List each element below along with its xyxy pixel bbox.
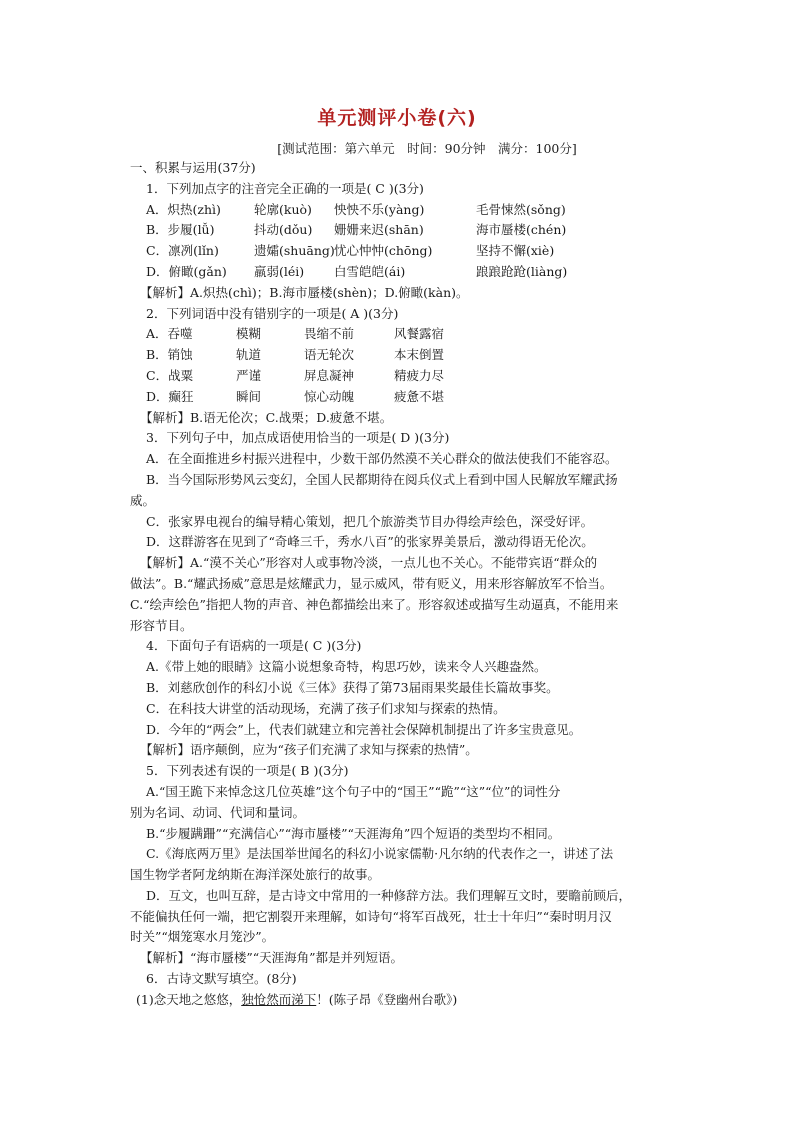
question-1-stem: 1．下列加点字的注音完全正确的一项是( C )(3分) [146,180,424,196]
option-text: C．战粟 [146,367,194,383]
question-3-option-b: B．当今国际形势风云变幻，全国人民都期待在阅兵仪式上看到中国人民解放军耀武扬 [146,471,618,487]
question-2-stem: 2．下列词语中没有错别字的一项是( A )(3分) [146,305,399,321]
option-text: 畏缩不前 [304,326,355,342]
item-text: (1)念天地之悠悠， [136,991,242,1007]
question-6-item-1 [136,990,666,1011]
question-3-analysis: 【解析】A.“漠不关心”形容对人或事物冷淡，一点儿也不关心。不能带宾语“群众的 [140,555,598,571]
question-5-stem: 5．下列表述有误的一项是( B )(3分) [146,763,349,779]
answer-text: 独怆然而涕下 [241,991,317,1007]
question-4-option-b: B．刘慈欣创作的科幻小说《三体》获得了第73届雨果奖最佳长篇故事奖。 [146,679,559,695]
option-text: 怏怏不乐(yàng) [334,201,425,217]
option-text: 毛骨悚然(sǒng) [476,201,566,217]
question-5-option-d: D．互文，也叫互辞，是古诗文中常用的一种修辞方法。我们理解互文时，要瞻前顾后， [146,887,632,903]
question-3-option-b-cont: 威。 [130,492,156,508]
question-1-option-c [146,241,666,262]
option-text: 忧心忡忡(chōng) [334,243,433,259]
option-text: 海市蜃楼(chén) [476,222,567,238]
question-5-option-d-cont: 不能偏执任何一端，把它割裂开来理解，如诗句“将军百战死，壮士十年归”“秦时明月汉 [130,908,612,924]
question-4-option-a: A.《带上她的眼睛》这篇小说想象奇特，构思巧妙，读来令人兴趣盎然。 [146,659,547,675]
option-text: 姗姗来迟(shān) [334,222,424,238]
question-1-option-a [146,200,666,221]
question-2-option-c [146,366,666,387]
option-text: 抖动(dǒu) [254,222,313,238]
option-text: 羸弱(léi) [254,263,305,279]
option-text: D．俯瞰(gǎn) [146,263,227,279]
question-5-option-b: B.“步履蹒跚”“充满信心”“海市蜃楼”“天涯海角”四个短语的类型均不相同。 [146,825,561,841]
question-3-option-d: D．这群游客在见到了“奇峰三千，秀水八百”的张家界美景后，激动得语无伦次。 [146,534,594,550]
question-1-option-d [146,262,666,283]
question-2-option-d [146,387,666,408]
section-heading: 一、积累与运用(37分) [130,160,256,175]
question-4-stem: 4．下面句子有语病的一项是( C )(3分) [146,638,362,654]
option-text: 屏息凝神 [304,367,355,383]
option-text: 轨道 [236,347,262,363]
item-text: ！(陈子昂《登幽州台歌》) [316,991,458,1007]
question-5-analysis: 【解析】“海市蜃楼”“天涯海角”都是并列短语。 [140,950,404,966]
question-2-option-a [146,324,666,345]
option-text: 本末倒置 [394,347,445,363]
question-2-analysis: 【解析】B.语无伦次；C.战栗；D.疲惫不堪。 [140,409,393,425]
option-text: 踉踉跄跄(liàng) [476,263,568,279]
option-text: D．癫狂 [146,388,194,404]
question-4-analysis: 【解析】语序颠倒，应为“孩子们充满了求知与探索的热情”。 [140,742,478,758]
question-4-option-c: C．在科技大讲堂的活动现场，充满了孩子们求知与探索的热情。 [146,700,506,716]
option-text: B．步履(lǚ) [146,222,215,238]
question-5-option-c-cont: 国生物学者阿龙纳斯在海洋深处旅行的故事。 [130,867,381,883]
question-3-stem: 3．下列句子中，加点成语使用恰当的一项是( D )(3分) [146,430,450,446]
option-text: A．炽热(zhì) [146,201,221,217]
option-text: C．凛冽(lǐn) [146,243,219,259]
question-5-option-a-cont: 别为名词、动词、代词和量词。 [130,804,306,820]
question-3-analysis-cont: 做法”。B.“耀武扬威”意思是炫耀武力，显示威风，带有贬义，用来形容解放军不恰当。 [130,575,613,591]
question-1-option-b [146,220,666,241]
question-1-analysis: 【解析】A.炽热(chì)；B.海市蜃楼(shèn)；D.俯瞰(kàn)。 [140,284,469,300]
question-2-option-b [146,345,666,366]
question-6-stem: 6．古诗文默写填空。(8分) [146,971,297,987]
option-text: 语无轮次 [304,347,355,363]
option-text: 白雪皑皑(ái) [334,263,406,279]
option-text: B．销蚀 [146,347,193,363]
question-3-analysis-cont: 形容节目。 [130,617,193,633]
question-5-option-a: A.“国王跪下来悼念这几位英雄”这个句子中的“国王”“跪”“这”“位”的词性分 [146,783,561,799]
test-meta: [测试范围：第六单元 时间：90分钟 满分：100分] [277,141,577,156]
page-title: 单元测评小卷(六) [317,107,477,129]
option-text: 瞬间 [236,388,262,404]
option-text: 疲惫不堪 [394,388,445,404]
option-text: 坚持不懈(xiè) [476,243,555,259]
option-text: 严谨 [236,367,262,383]
question-5-option-d-cont: 时关”“烟笼寒水月笼沙”。 [130,929,275,945]
question-5-option-c: C.《海底两万里》是法国举世闻名的科幻小说家儒勒·凡尔纳的代表作之一，讲述了法 [146,846,614,862]
option-text: 精疲力尽 [394,367,445,383]
question-3-option-c: C．张家界电视台的编导精心策划，把几个旅游类节目办得绘声绘色，深受好评。 [146,513,594,529]
question-3-option-a: A．在全面推进乡村振兴进程中，少数干部仍然漠不关心群众的做法使我们不能容忍。 [146,451,618,467]
option-text: 惊心动魄 [304,388,355,404]
option-text: 轮廓(kuò) [254,201,312,217]
option-text: 模糊 [236,326,262,342]
question-3-analysis-cont: C.“绘声绘色”指把人物的声音、神色都描绘出来了。形容叙述或描写生动逼真，不能用来 [130,596,619,612]
question-4-option-d: D．今年的“两会”上，代表们就建立和完善社会保障机制提出了许多宝贵意见。 [146,721,582,737]
option-text: 风餐露宿 [394,326,445,342]
option-text: 遗孀(shuāng) [254,243,335,259]
option-text: A．吞噬 [146,326,193,342]
document-body [130,158,666,1011]
